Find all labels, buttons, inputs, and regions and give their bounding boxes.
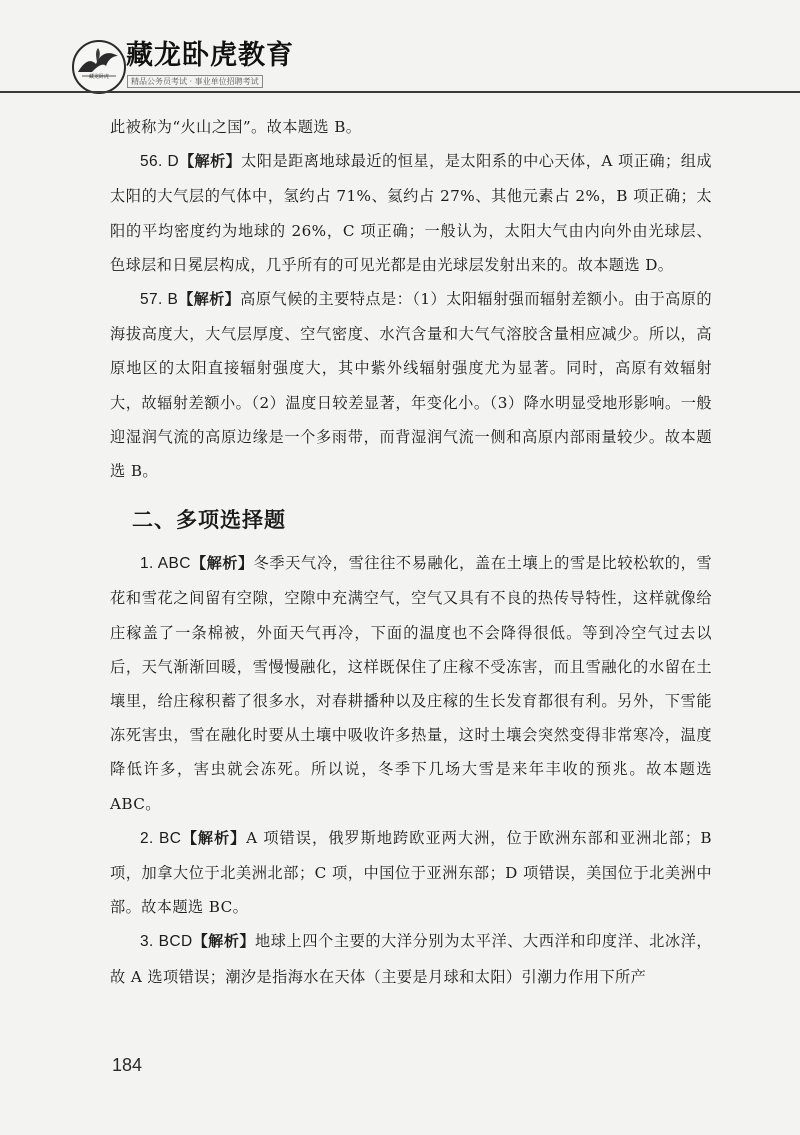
answer-number: 1. ABC <box>140 555 191 573</box>
brand-logo <box>72 40 126 94</box>
paragraph-text: 此被称为“火山之国”。故本题选 B。 <box>110 118 362 136</box>
analysis-tag: 【解析】 <box>178 290 241 309</box>
answer-57 <box>110 282 712 488</box>
page-header <box>0 0 800 92</box>
brand-title: 藏龙卧虎教育 <box>126 40 294 71</box>
answer-multi-2 <box>110 821 712 925</box>
analysis-tag: 【解析】 <box>192 932 256 951</box>
answer-multi-1 <box>110 546 712 821</box>
paragraph-continuation <box>110 110 712 144</box>
paragraph-text: 高原气候的主要特点是：（1）太阳辐射强而辐射差额小。由于高原的海拔高度大，大气层厚度、空气密度、水汽含量和大气气溶胶含量相应减少。所以，高原地区的太阳直接辐射强度大，其中紫外线辐射强度尤为显著。同时，高原有效辐射大，故辐射差额小。（2）温度日较差显著，年变化小。（3）降水明显受地形影响。一般迎湿润气流的高原边缘是一个多雨带，而背湿润气流一侧和高原内部雨量较少。故本题选 B。 <box>110 290 713 481</box>
paragraph-text: 地球上四个主要的大洋分别为太平洋、大西洋和印度洋、北冰洋，故 A 选项错误；潮汐是指海水在天体（主要是月球和太阳）引潮力作用下所产 <box>110 932 712 986</box>
paragraph-text: A 项错误，俄罗斯地跨欧亚两大洲，位于欧洲东部和亚洲北部；B 项，加拿大位于北美洲北部；C 项，中国位于亚洲东部；D 项错误，美国位于北美洲中部。故本题选 BC。 <box>110 828 712 917</box>
analysis-tag: 【解析】 <box>179 152 242 171</box>
answer-number: 2. BC <box>140 829 182 847</box>
header-divider <box>0 91 800 93</box>
analysis-tag: 【解析】 <box>190 554 254 573</box>
answer-multi-3 <box>110 924 712 993</box>
page-content <box>110 110 712 994</box>
answer-56 <box>110 144 712 282</box>
brand-subtitle: 精品公务员考试 · 事业单位招聘考试 <box>127 75 263 88</box>
tiger-dragon-logo-icon <box>74 42 124 92</box>
answer-number: 3. BCD <box>140 933 193 951</box>
paragraph-text: 太阳是距离地球最近的恒星，是太阳系的中心天体，A 项正确；组成太阳的大气层的气体中，氢约占 71%、氦约占 27%、其他元素占 2%，B 项正确；太阳的平均密度约为地球的 26%，C 项正确；一般认为，太阳大气由内向外由光球层、色球层和日冕层构成，几乎所有的可见光都是由光球层发射出来的。故本题选 D。 <box>110 152 712 274</box>
logo-text: 藏龙卧虎 <box>88 74 109 80</box>
paragraph-text: 冬季天气冷，雪往往不易融化，盖在土壤上的雪是比较松软的，雪花和雪花之间留有空隙，空隙中充满空气，空气又具有不良的热传导特性，这样就像给庄稼盖了一条棉被，外面天气再冷，下面的温度也不会降得很低。等到冷空气过去以后，天气渐渐回暖，雪慢慢融化，这样既保住了庄稼不受冻害，而且雪融化的水留在土壤里，给庄稼积蓄了很多水，对春耕播种以及庄稼的生长发育都很有利。另外，下雪能冻死害虫，雪在融化时要从土壤中吸收许多热量，这时土壤会突然变得非常寒冷，温度降低许多，害虫就会冻死。所以说，冬季下几场大雪是来年丰收的预兆。故本题选 ABC。 <box>110 554 712 813</box>
analysis-tag: 【解析】 <box>181 828 247 847</box>
section-heading: 二、多项选择题 <box>132 508 286 533</box>
answer-number: 56. D <box>140 153 180 171</box>
answer-number: 57. B <box>140 291 179 309</box>
page-number: 184 <box>112 1055 143 1075</box>
